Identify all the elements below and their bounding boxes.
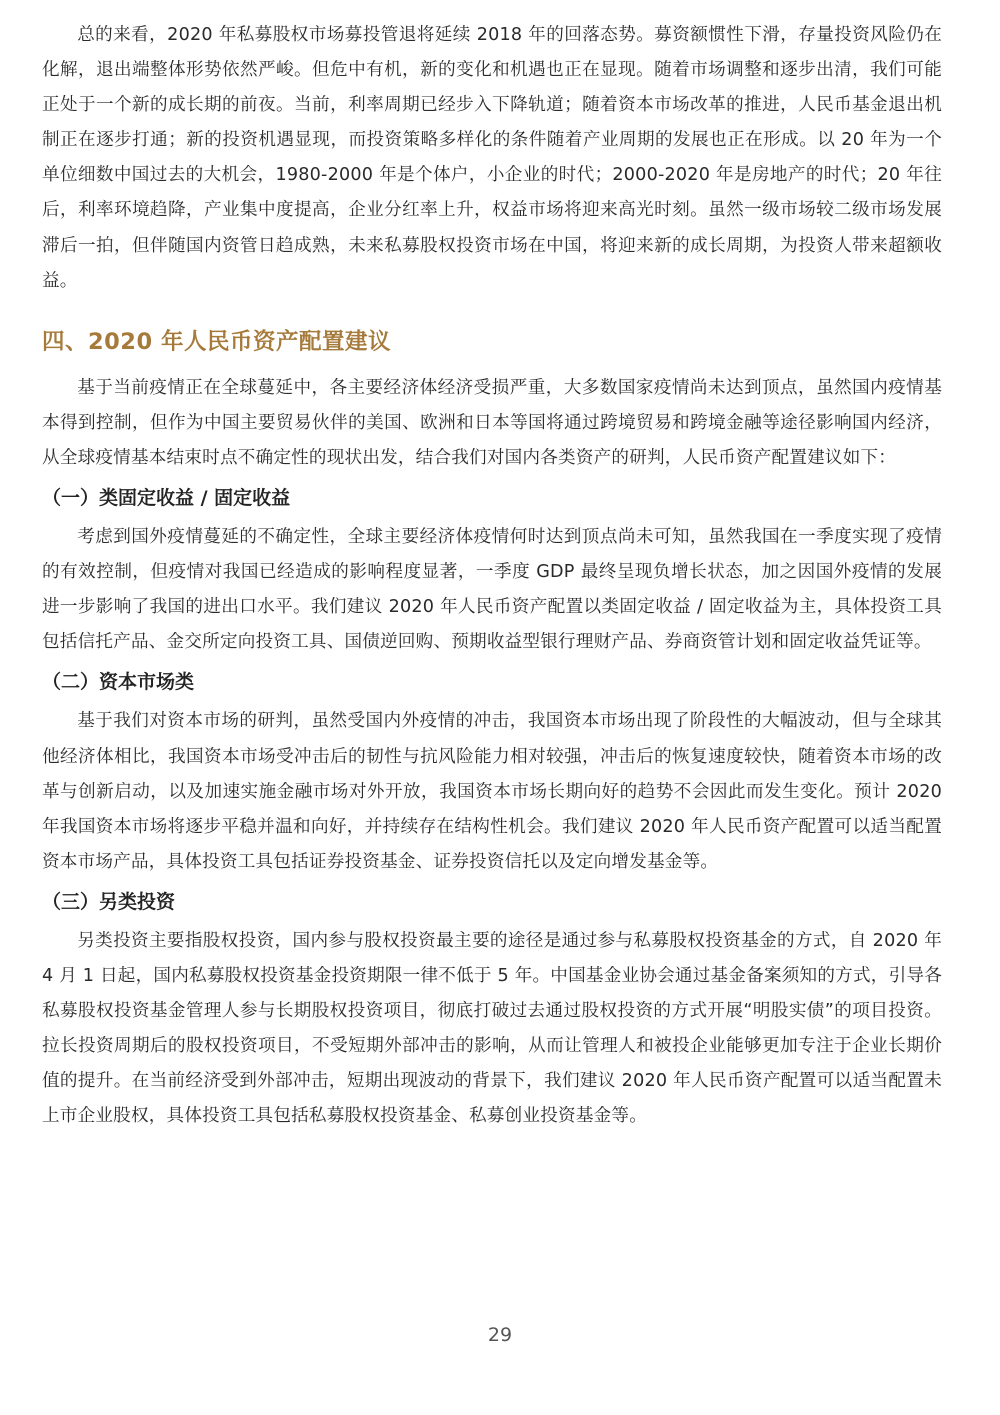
section-intro-paragraph: 基于当前疫情正在全球蔓延中，各主要经济体经济受损严重，大多数国家疫情尚未达到顶点，虽然国内疫情基本得到控制，但作为中国主要贸易伙伴的美国、欧洲和日本等国将通过跨境贸易和跨境金融等途径影响国内经济，从全球疫情基本结束时点不确定性的现状出发，结合我们对国内各类资产的研判，人民币资产配置建议如下： (42, 377, 942, 468)
subsection-body-capital-market: 基于我们对资本市场的研判，虽然受国内外疫情的冲击，我国资本市场出现了阶段性的大幅波动，但与全球其他经济体相比，我国资本市场受冲击后的韧性与抗风险能力相对较强，冲击后的恢复速度较快，随着资本市场的改革与创新启动，以及加速实施金融市场对外开放，我国资本市场长期向好的趋势不会因此而发生变化。预计 2020 年我国资本市场将逐步平稳并温和向好，并持续存在结构性机会。我们建议 2020 年人民币资产配置可以适当配置资本市场产品，具体投资工具包括证券投资基金、证券投资信托以及定向增发基金等。 (42, 711, 942, 872)
intro-paragraph: 总的来看，2020 年私募股权市场募投管退将延续 2018 年的回落态势。募资额惯性下滑，存量投资风险仍在化解，退出端整体形势依然严峻。但危中有机，新的变化和机遇也正在显现。随着市场调整和逐步出清，我们可能正处于一个新的成长期的前夜。当前，利率周期已经步入下降轨道；随着资本市场改革的推进，人民币基金退出机制正在逐步打通；新的投资机遇显现，而投资策略多样化的条件随着产业周期的发展也正在形成。以 20 年为一个单位细数中国过去的大机会，1980-2000 年是个体户，小企业的时代；2000-2020 年是房地产的时代；20 年往后，利率环境趋降，产业集中度提高，企业分红率上升，权益市场将迎来高光时刻。虽然一级市场较二级市场发展滞后一拍，但伴随国内资管日趋成熟，未来私募股权投资市场在中国，将迎来新的成长周期，为投资人带来超额收益。 (42, 25, 942, 291)
subsection-heading-fixed-income: （一）类固定收益 / 固定收益 (42, 487, 291, 510)
subsection-heading-capital-market: （二）资本市场类 (42, 671, 195, 694)
subsection-body-alternative-investment: 另类投资主要指股权投资，国内参与股权投资最主要的途径是通过参与私募股权投资基金的方式，自 2020 年 4 月 1 日起，国内私募股权投资基金投资期限一律不低于 5 年。中国基金业协会通过基金备案须知的方式，引导各私募股权投资基金管理人参与长期股权投资项目，彻底打破过去通过股权投资的方式开展“明股实债”的项目投资。拉长投资周期后的股权投资项目，不受短期外部冲击的影响，从而让管理人和被投企业能够更加专注于企业长期价值的提升。在当前经济受到外部冲击，短期出现波动的背景下，我们建议 2020 年人民币资产配置可以适当配置未上市企业股权，具体投资工具包括私募股权投资基金、私募创业投资基金等。 (42, 930, 942, 1127)
page-number: 29 (487, 1324, 513, 1346)
section-heading: 四、2020 年人民币资产配置建议 (42, 328, 391, 355)
page-content (42, 18, 942, 1134)
subsection-body-fixed-income: 考虑到国外疫情蔓延的不确定性，全球主要经济体疫情何时达到顶点尚未可知，虽然我国在一季度实现了疫情的有效控制，但疫情对我国已经造成的影响程度显著，一季度 GDP 最终呈现负增长状态，加之因国外疫情的发展进一步影响了我国的进出口水平。我们建议 2020 年人民币资产配置以类固定收益 / 固定收益为主，具体投资工具包括信托产品、金交所定向投资工具、国债逆回购、预期收益型银行理财产品、券商资管计划和固定收益凭证等。 (42, 527, 942, 653)
subsection-heading-alternative-investment: （三）另类投资 (42, 890, 176, 913)
